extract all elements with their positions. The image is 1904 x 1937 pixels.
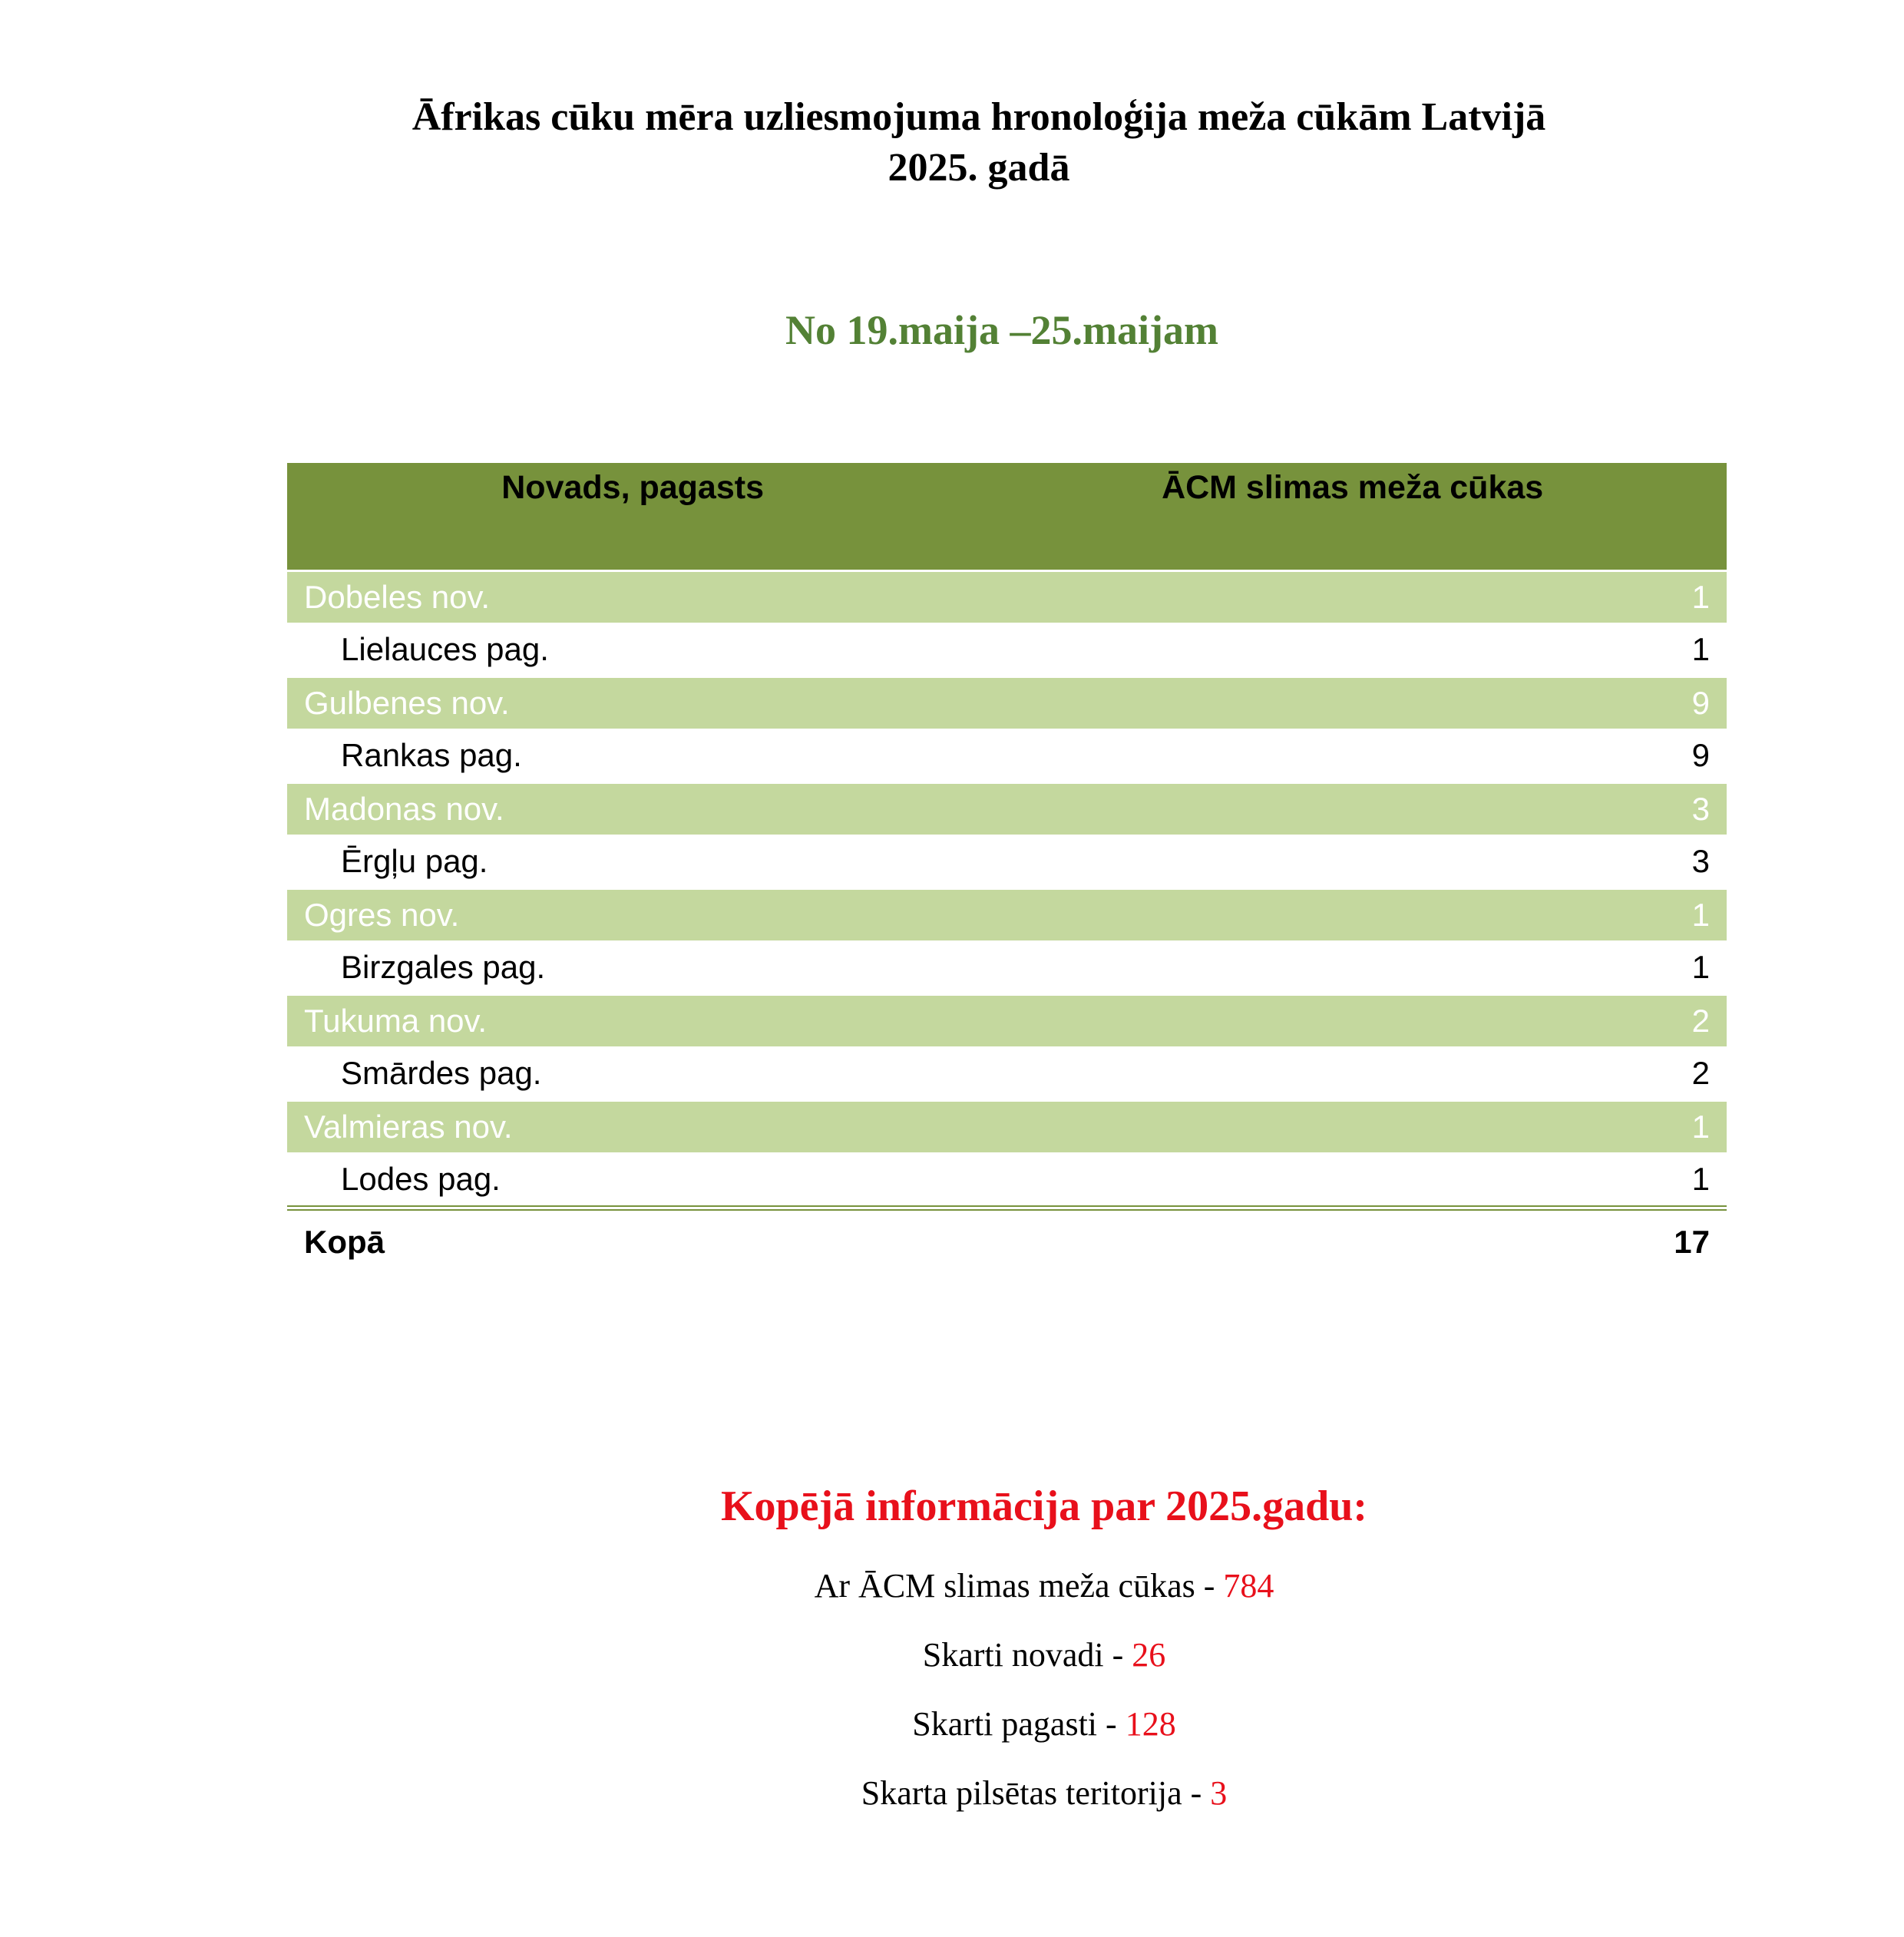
row-name: Rankas pag. [287, 729, 978, 783]
summary-stat-affected-municipalities [0, 1635, 1904, 1674]
outbreak-table [287, 463, 1727, 1270]
document-title [0, 92, 1904, 193]
table-row-parish [287, 835, 1727, 889]
total-value: 17 [978, 1208, 1727, 1271]
row-value: 9 [978, 729, 1727, 783]
row-name: Valmieras nov. [287, 1101, 978, 1153]
row-value: 1 [978, 1152, 1727, 1208]
row-value: 1 [978, 623, 1727, 677]
row-name: Madonas nov. [287, 783, 978, 835]
date-range-subtitle: No 19.maija –25.maijam [785, 307, 1218, 353]
table-row-region [287, 571, 1727, 623]
stat-label: Skarti novadi - [922, 1636, 1132, 1674]
stat-value: 3 [1210, 1774, 1228, 1812]
table-row-parish [287, 1046, 1727, 1101]
row-value: 2 [978, 1046, 1727, 1101]
row-value: 3 [978, 835, 1727, 889]
stat-label: Ar ĀCM slimas meža cūkas - [814, 1567, 1224, 1605]
row-value: 1 [978, 889, 1727, 941]
row-name: Tukuma nov. [287, 995, 978, 1047]
table-row-region [287, 995, 1727, 1047]
row-name: Smārdes pag. [287, 1046, 978, 1101]
row-value: 9 [978, 677, 1727, 729]
table-header-row [287, 463, 1727, 571]
table-row-parish [287, 729, 1727, 783]
row-name: Dobeles nov. [287, 571, 978, 623]
table-row-parish [287, 940, 1727, 995]
table-row-parish [287, 1152, 1727, 1208]
summary-title: Kopējā informācija par 2025.gadu: [720, 1482, 1368, 1530]
summary-stat-affected-parishes [0, 1704, 1904, 1744]
row-name: Birzgales pag. [287, 940, 978, 995]
stat-label: Skarti pagasti - [912, 1705, 1126, 1743]
table-row-region [287, 783, 1727, 835]
row-name: Ērgļu pag. [287, 835, 978, 889]
title-line-1: Āfrikas cūku mēra uzliesmojuma hronoloģija meža cūkām Latvijā [412, 95, 1546, 139]
summary-stat-city-territory [0, 1773, 1904, 1813]
row-name: Gulbenes nov. [287, 677, 978, 729]
stat-value: 128 [1125, 1705, 1176, 1743]
table-total-row [287, 1208, 1727, 1271]
row-value: 3 [978, 783, 1727, 835]
table-row-region [287, 677, 1727, 729]
row-value: 1 [978, 1101, 1727, 1153]
table-row-parish [287, 623, 1727, 677]
stat-label: Skarta pilsētas teritorija - [861, 1774, 1211, 1812]
table-row-region [287, 889, 1727, 941]
row-value: 1 [978, 940, 1727, 995]
total-label: Kopā [287, 1208, 978, 1271]
table-body [287, 571, 1727, 1271]
row-name: Ogres nov. [287, 889, 978, 941]
column-header-count: ĀCM slimas meža cūkas [1162, 469, 1544, 506]
stat-value: 784 [1223, 1567, 1274, 1605]
row-value: 1 [978, 571, 1727, 623]
title-line-2: 2025. gadā [888, 146, 1070, 190]
outbreak-table-container [287, 463, 1727, 1270]
row-value: 2 [978, 995, 1727, 1047]
row-name: Lielauces pag. [287, 623, 978, 677]
summary-stat-sick-boars [0, 1566, 1904, 1605]
row-name: Lodes pag. [287, 1152, 978, 1208]
column-header-region: Novads, pagasts [501, 469, 764, 506]
stat-value: 26 [1132, 1636, 1166, 1674]
table-row-region [287, 1101, 1727, 1153]
